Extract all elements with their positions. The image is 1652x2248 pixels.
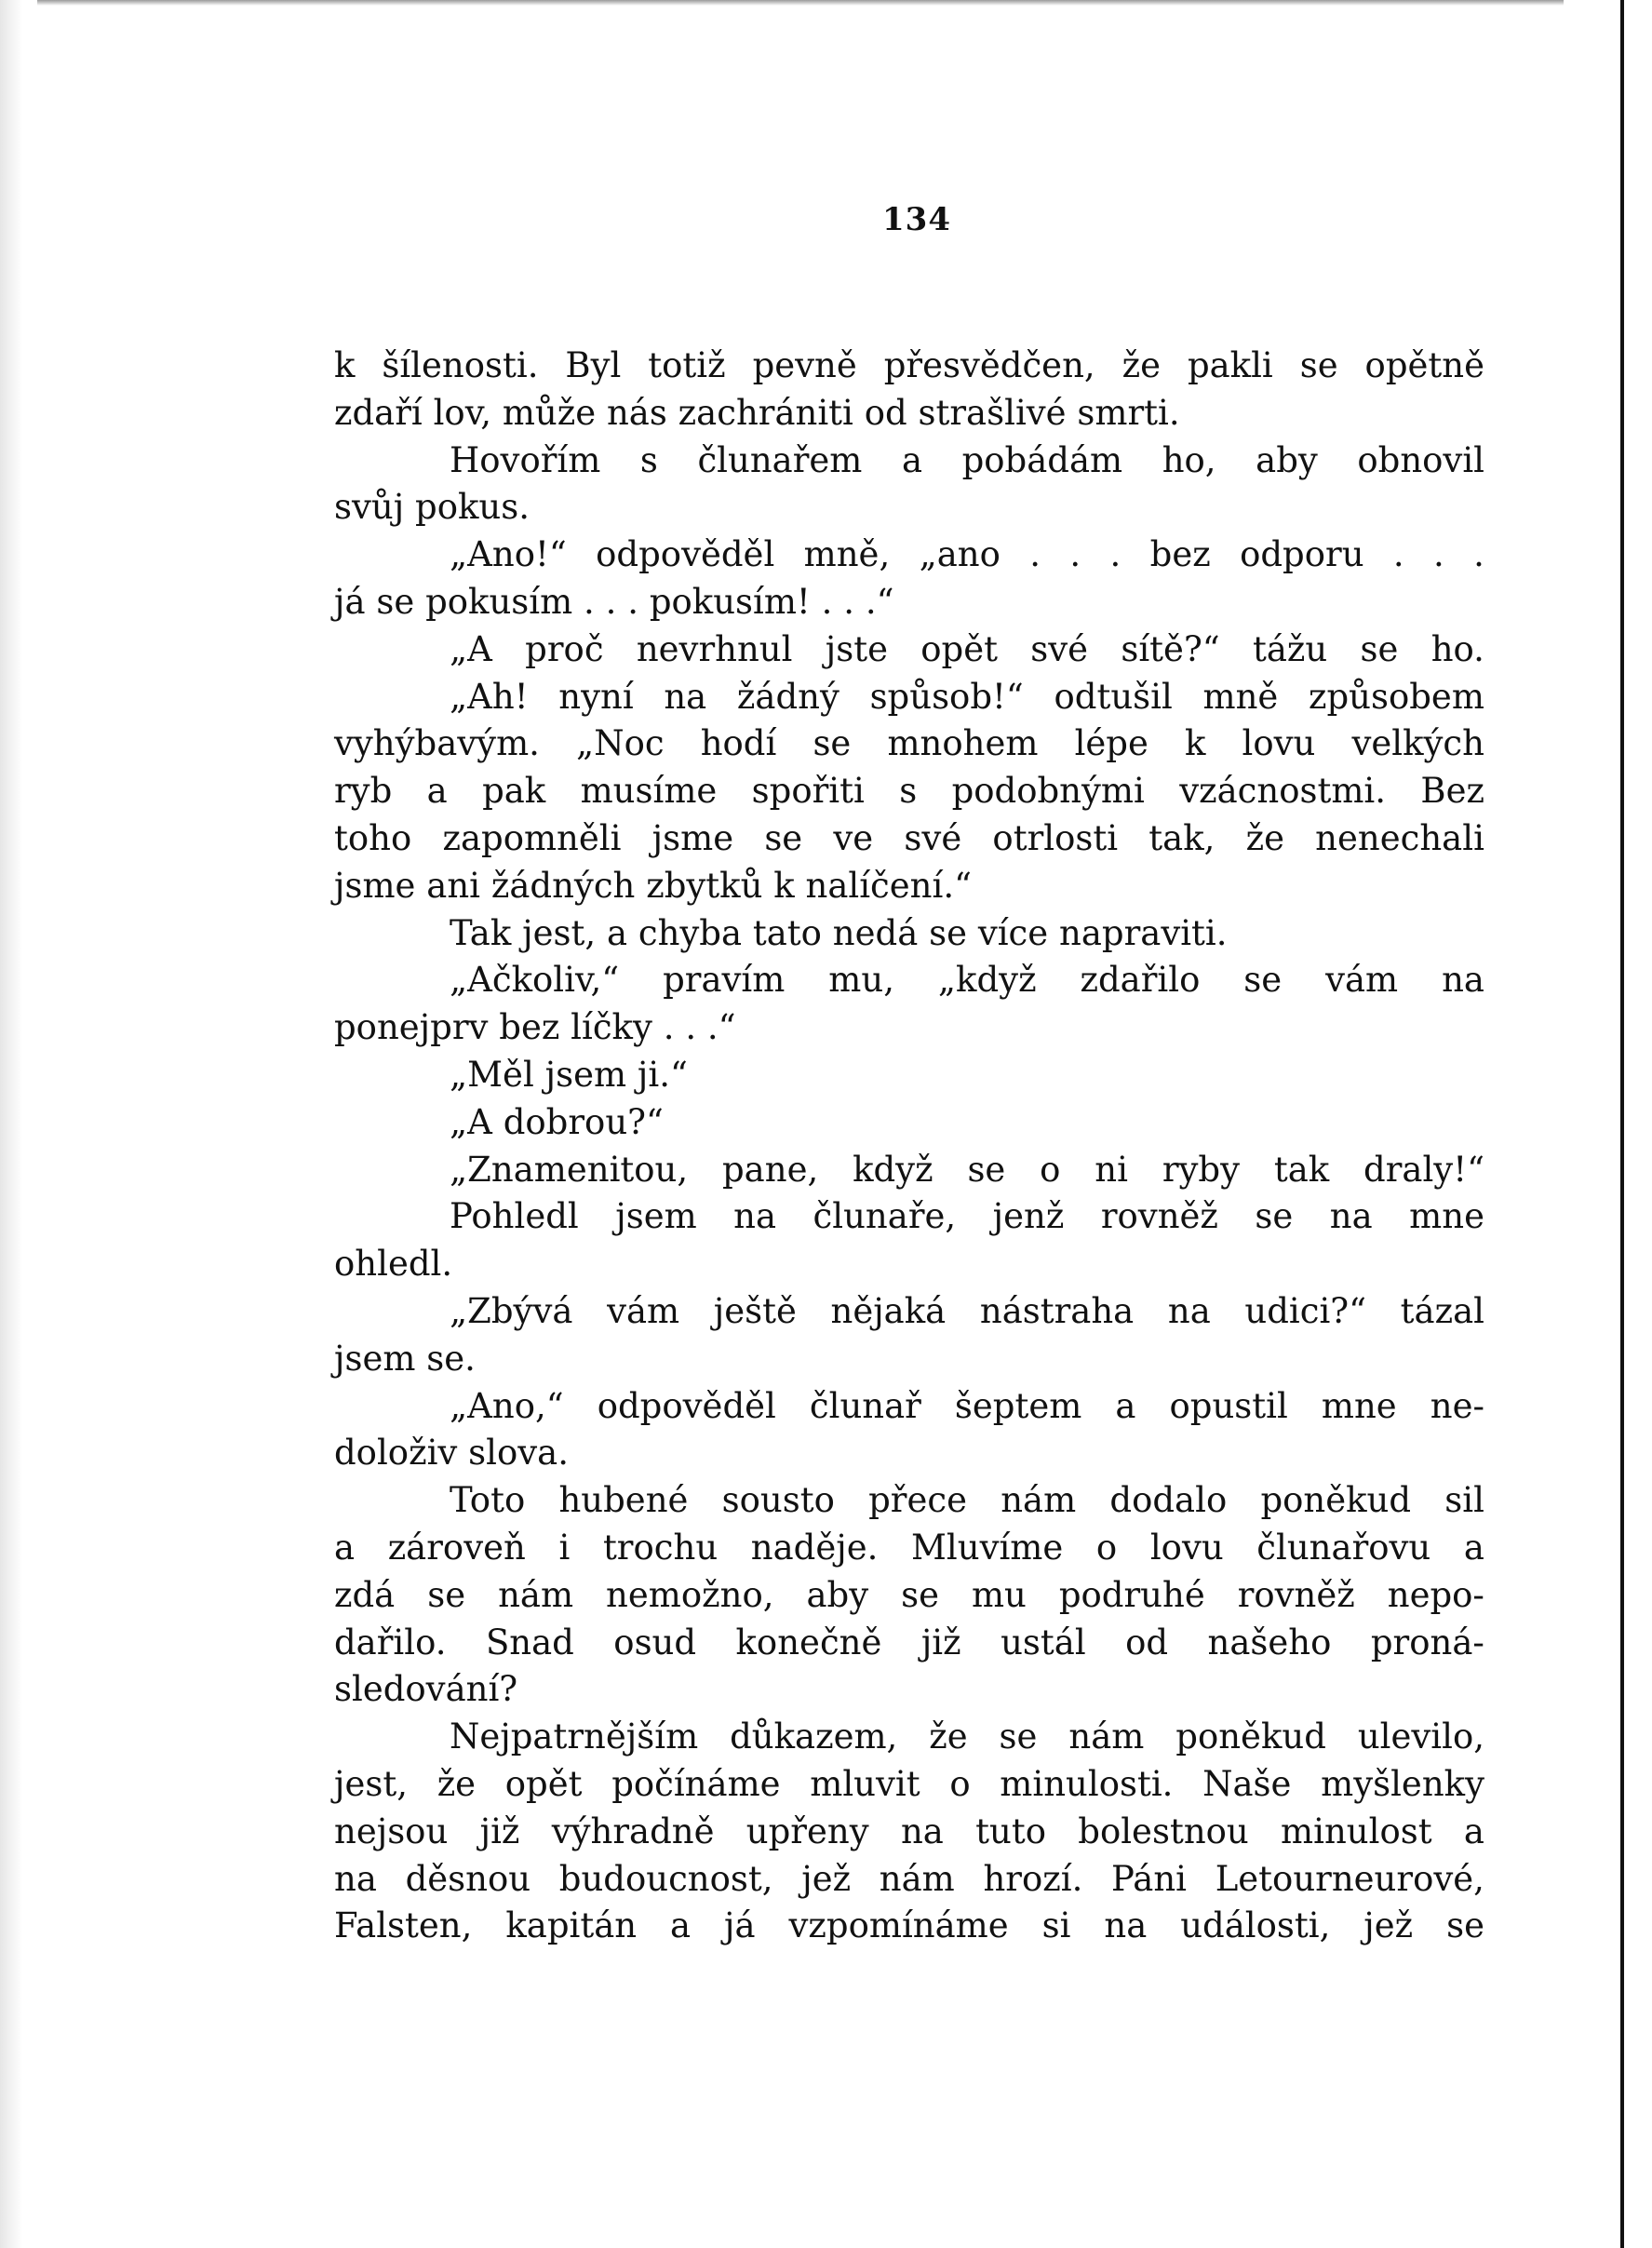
text-line: ponejprv bez líčky . . .“ <box>334 1007 736 1048</box>
text-line: Pohledl jsem na člunaře, jenž rovněž se na mne <box>450 1196 1484 1237</box>
text-line: „A dobrou?“ <box>450 1101 664 1142</box>
text-line: a zároveň i trochu naděje. Mluvíme o lovu člunařovu a <box>334 1527 1484 1568</box>
body-text <box>334 343 1484 1950</box>
page-top-edge <box>37 0 1564 6</box>
text-line: jest, že opět počínáme mluvit o minulosti. Naše myšlenky <box>334 1763 1484 1804</box>
page-left-shadow <box>0 0 22 2248</box>
text-line: vyhýbavým. „Noc hodí se mnohem lépe k lovu velkých <box>334 723 1484 764</box>
text-line: já se pokusím . . . pokusím! . . .“ <box>334 581 894 622</box>
text-line: „Znamenitou, pane, když se o ni ryby tak draly!“ <box>450 1149 1484 1190</box>
text-line: nejsou již výhradně upřeny na tuto bolestnou minulost a <box>334 1811 1484 1851</box>
text-line: „Ačkoliv,“ pravím mu, „když zdařilo se vám na <box>450 960 1484 1001</box>
page-right-edge <box>1620 0 1652 2248</box>
text-line: zdaří lov, může nás zachrániti od strašlivé smrti. <box>334 392 1180 433</box>
text-line: na děsnou budoucnost, jež nám hrozí. Páni Letourneurové, <box>334 1858 1484 1899</box>
text-line: svůj pokus. <box>334 487 530 528</box>
text-line: Toto hubené sousto přece nám dodalo poněkud sil <box>450 1480 1484 1521</box>
text-line: Falsten, kapitán a já vzpomínáme si na události, jež se <box>334 1905 1484 1946</box>
text-line: jsme ani žádných zbytků k nalíčení.“ <box>334 865 972 906</box>
text-line: „Ano,“ odpověděl člunař šeptem a opustil mne ne- <box>450 1385 1484 1426</box>
text-line: k šílenosti. Byl totiž pevně přesvědčen, že pakli se opětně <box>334 345 1484 385</box>
text-line: „Zbývá vám ještě nějaká nástraha na udici?“ tázal <box>450 1290 1484 1331</box>
text-line: sledování? <box>334 1669 518 1710</box>
text-line: dařilo. Snad osud konečně již ustál od našeho proná- <box>334 1622 1484 1662</box>
text-line: ohledl. <box>334 1244 453 1285</box>
text-line: „A proč nevrhnul jste opět své sítě?“ tážu se ho. <box>450 628 1484 669</box>
text-line: toho zapomněli jsme se ve své otrlosti tak, že nenechali <box>334 817 1484 858</box>
text-line: „Měl jsem ji.“ <box>450 1054 688 1095</box>
text-line: Nejpatrnějším důkazem, že se nám poněkud ulevilo, <box>450 1716 1484 1757</box>
page-number: 134 <box>882 201 951 238</box>
text-line: doloživ slova. <box>334 1433 569 1474</box>
text-line: „Ah! nyní na žádný spůsob!“ odtušil mně způsobem <box>450 676 1484 717</box>
text-line: zdá se nám nemožno, aby se mu podruhé rovněž nepo- <box>334 1574 1484 1615</box>
text-line: „Ano!“ odpověděl mně, „ano . . . bez odporu . . . <box>450 534 1484 575</box>
text-line: Hovořím s člunařem a pobádám ho, aby obnovil <box>450 439 1484 480</box>
text-line: Tak jest, a chyba tato nedá se více napraviti. <box>450 912 1228 953</box>
text-line: jsem se. <box>334 1338 476 1379</box>
text-line: ryb a pak musíme spořiti s podobnými vzácnostmi. Bez <box>334 771 1484 812</box>
